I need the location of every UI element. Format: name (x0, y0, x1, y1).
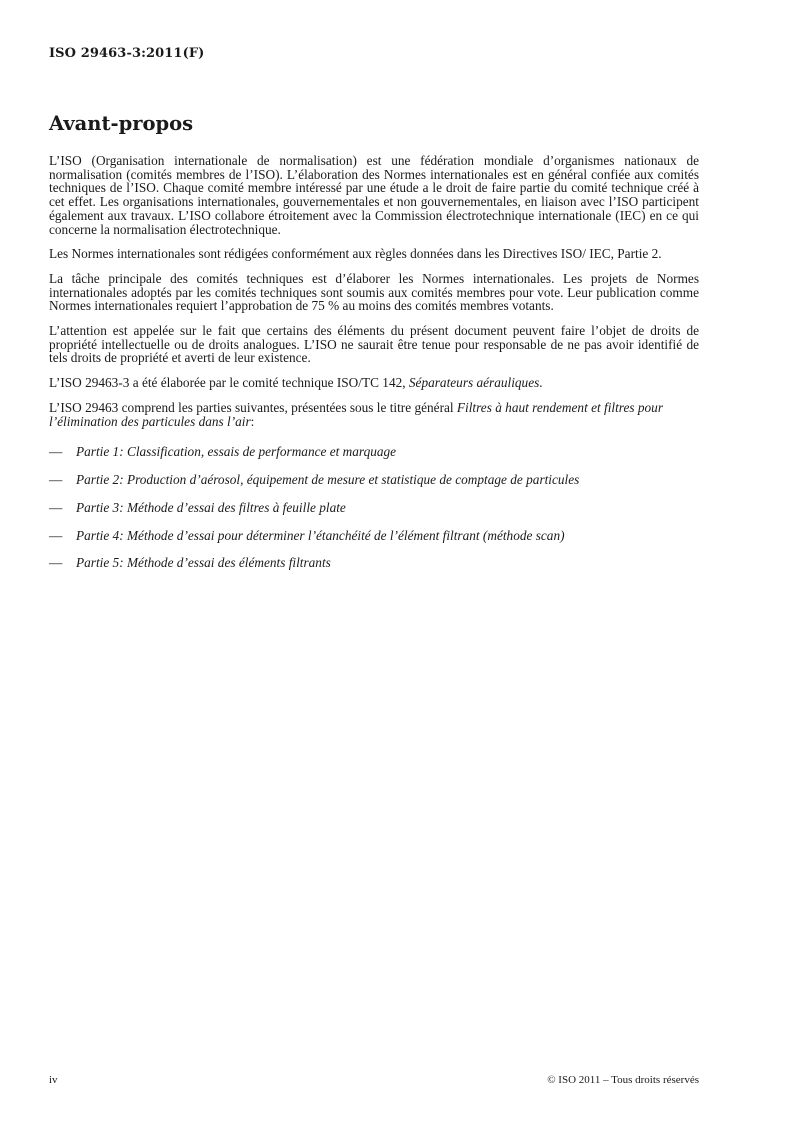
paragraph-parts-intro (49, 401, 699, 428)
list-dash: — (49, 527, 63, 543)
paragraph-directives: Les Normes internationales sont rédigées conformément aux règles données dans les Directives ISO/ IEC, Partie 2. (49, 246, 662, 262)
paragraph-iso-organisation: L’ISO (Organisation internationale de normalisation) est une fédération mondiale d’organismes nationaux de normalisation (comités membres de l’ISO). L’élaboration des Normes internationales est en général confiée aux comités techniques de l’ISO. Chaque comité membre intéressé par une étude a le droit de faire partie du comité technique créé à cet effet. Les organisations internationales, gouvernementales et non gouvernementales, en liaison avec l’ISO participent également aux travaux. L’ISO collabore étroitement avec la Commission électrotechnique internationale (IEC) en ce qui concerne la normalisation électrotechnique. (49, 153, 699, 237)
prepared-by-end: . (539, 375, 543, 391)
list-item-text: Partie 2: Production d’aérosol, équipement de mesure et statistique de comptage de particules (76, 472, 580, 488)
general-title: Filtres à haut rendement et filtres pour l’élimination des particules dans l’air (49, 399, 663, 429)
paragraph-technical-committees: La tâche principale des comités techniques est d’élaborer les Normes internationales. Les projets de Normes internationales adoptés par les comités techniques sont soumis aux comités membres pour vote. Leur publication comme Normes internationales requiert l’approbation de 75 % au moins des comités membres votants. (49, 270, 699, 314)
list-dash: — (49, 555, 63, 571)
prepared-by-text: L’ISO 29463-3 a été élaborée par le comité technique ISO/TC 142, (49, 375, 409, 391)
list-item-part-3 (49, 501, 699, 515)
paragraph-prepared-by (49, 376, 699, 390)
foreword-body (49, 154, 699, 584)
list-item-text: Partie 4: Méthode d’essai pour déterminer l’étanchéité de l’élément filtrant (méthode scan) (76, 527, 565, 543)
page-title: Avant-propos (49, 112, 194, 135)
copyright-notice: © ISO 2011 – Tous droits réservés (547, 1074, 699, 1086)
document-identifier: ISO 29463-3:2011(F) (49, 46, 205, 61)
list-item-part-4 (49, 529, 699, 543)
paragraph-patent-rights: L’attention est appelée sur le fait que certains des éléments du présent document peuvent faire l’objet de droits de propriété intellectuelle ou de droits analogues. L’ISO ne saurait être tenue pour responsable de ne pas avoir identifié de tels droits de propriété et averti de leur existence. (49, 323, 699, 366)
list-dash: — (49, 444, 63, 460)
parts-intro-text: L’ISO 29463 comprend les parties suivantes, présentées sous le titre général (49, 399, 457, 415)
parts-intro-end: : (250, 413, 255, 429)
committee-title: Séparateurs aérauliques (408, 375, 540, 391)
page-number: iv (49, 1074, 58, 1086)
list-item-part-2 (49, 473, 699, 487)
list-item-text: Partie 3: Méthode d’essai des filtres à feuille plate (76, 499, 346, 515)
list-dash: — (49, 499, 63, 515)
list-item-text: Partie 5: Méthode d’essai des éléments filtrants (76, 555, 331, 571)
list-item-text: Partie 1: Classification, essais de performance et marquage (76, 444, 397, 460)
list-dash: — (49, 472, 63, 488)
list-item-part-5 (49, 556, 699, 570)
list-item-part-1 (49, 445, 699, 459)
parts-list (49, 445, 699, 570)
